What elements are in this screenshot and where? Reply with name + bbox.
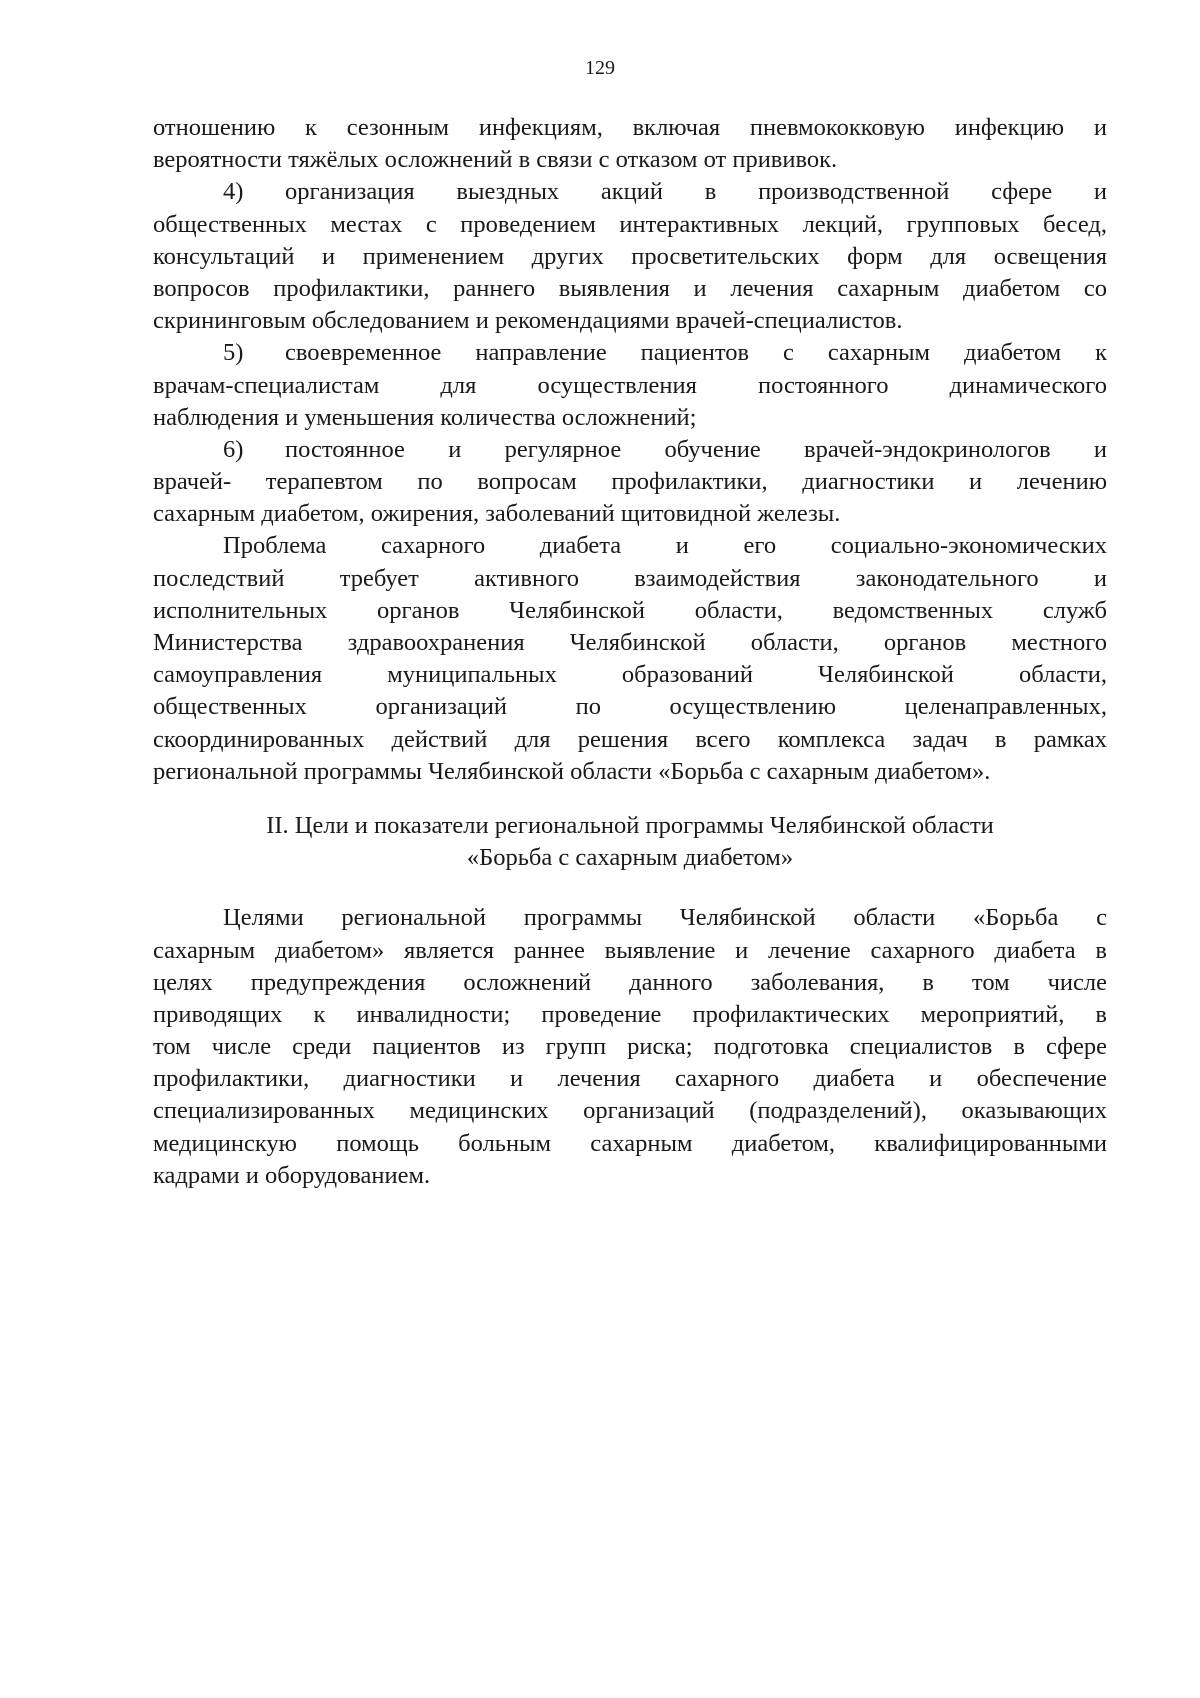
text-line: профилактики, диагностики и лечения сахарного диабета и обеспечение <box>153 1065 1107 1093</box>
list-item-number: 6) <box>223 435 244 463</box>
text-line: отношению к сезонным инфекциям, включая пневмококковую инфекцию и <box>153 114 1107 141</box>
text-line: сахарным диабетом, ожирения, заболеваний щитовидной железы. <box>153 500 841 528</box>
text-line: последствий требует активного взаимодействия законодательного и <box>153 564 1107 592</box>
list-item-number: 4) <box>223 178 244 206</box>
text-line: врачей- терапевтом по вопросам профилактики, диагностики и лечению <box>153 468 1107 496</box>
text-line: врачам-специалистам для осуществления постоянного динамического <box>153 371 1107 399</box>
text-line: вопросов профилактики, раннего выявления и лечения сахарным диабетом со <box>153 274 1107 302</box>
text-line: консультаций и применением других просветительских форм для освещения <box>153 242 1107 270</box>
list-item-text: постоянное и регулярное обучение врачей-эндокринологов и <box>285 435 1107 463</box>
section-heading: «Борьба с сахарным диабетом» <box>466 844 794 872</box>
list-item-4-first-line <box>153 176 1107 208</box>
text-line: Министерства здравоохранения Челябинской области, органов местного <box>153 629 1107 656</box>
text-line: наблюдения и уменьшения количества осложнений; <box>153 403 697 431</box>
text-line: вероятности тяжёлых осложнений в связи с отказом от прививок. <box>153 146 838 174</box>
text-line: общественных местах с проведением интерактивных лекций, групповых бесед, <box>153 210 1107 238</box>
list-item-6-first-line <box>153 434 1107 466</box>
text-line: том числе среди пациентов из групп риска; подготовка специалистов в сфере <box>153 1033 1107 1061</box>
text-line: сахарным диабетом» является раннее выявление и лечение сахарного диабета в <box>153 936 1107 964</box>
text-line: медицинскую помощь больным сахарным диабетом, квалифицированными <box>153 1129 1107 1157</box>
text-line: скоординированных действий для решения всего комплекса задач в рамках <box>153 725 1107 753</box>
text-line: приводящих к инвалидности; проведение профилактических мероприятий, в <box>153 1000 1107 1028</box>
page-number: 129 <box>585 57 615 79</box>
section-heading: II. Цели и показатели региональной программы Челябинской области <box>266 811 994 839</box>
text-line: Целями региональной программы Челябинской области «Борьба с <box>223 904 1107 932</box>
list-item-5-first-line <box>153 337 1107 369</box>
list-item-text: организация выездных акций в производственной сфере и <box>285 178 1107 206</box>
text-line: общественных организаций по осуществлению целенаправленных, <box>153 693 1107 721</box>
text-line: Проблема сахарного диабета и его социально-экономических <box>223 532 1107 560</box>
list-item-number: 5) <box>223 339 244 367</box>
list-item-text: своевременное направление пациентов с сахарным диабетом к <box>285 339 1107 367</box>
text-line: региональной программы Челябинской области «Борьба с сахарным диабетом». <box>153 757 991 785</box>
text-line: самоуправления муниципальных образований Челябинской области, <box>153 661 1107 689</box>
text-line: исполнительных органов Челябинской области, ведомственных служб <box>153 596 1107 624</box>
text-line: кадрами и оборудованием. <box>153 1161 431 1189</box>
document-body <box>153 112 1107 1192</box>
text-line: скрининговым обследованием и рекомендациями врачей-специалистов. <box>153 307 903 335</box>
text-line: целях предупреждения осложнений данного заболевания, в том числе <box>153 968 1107 996</box>
text-line: специализированных медицинских организаций (подразделений), оказывающих <box>153 1097 1107 1125</box>
